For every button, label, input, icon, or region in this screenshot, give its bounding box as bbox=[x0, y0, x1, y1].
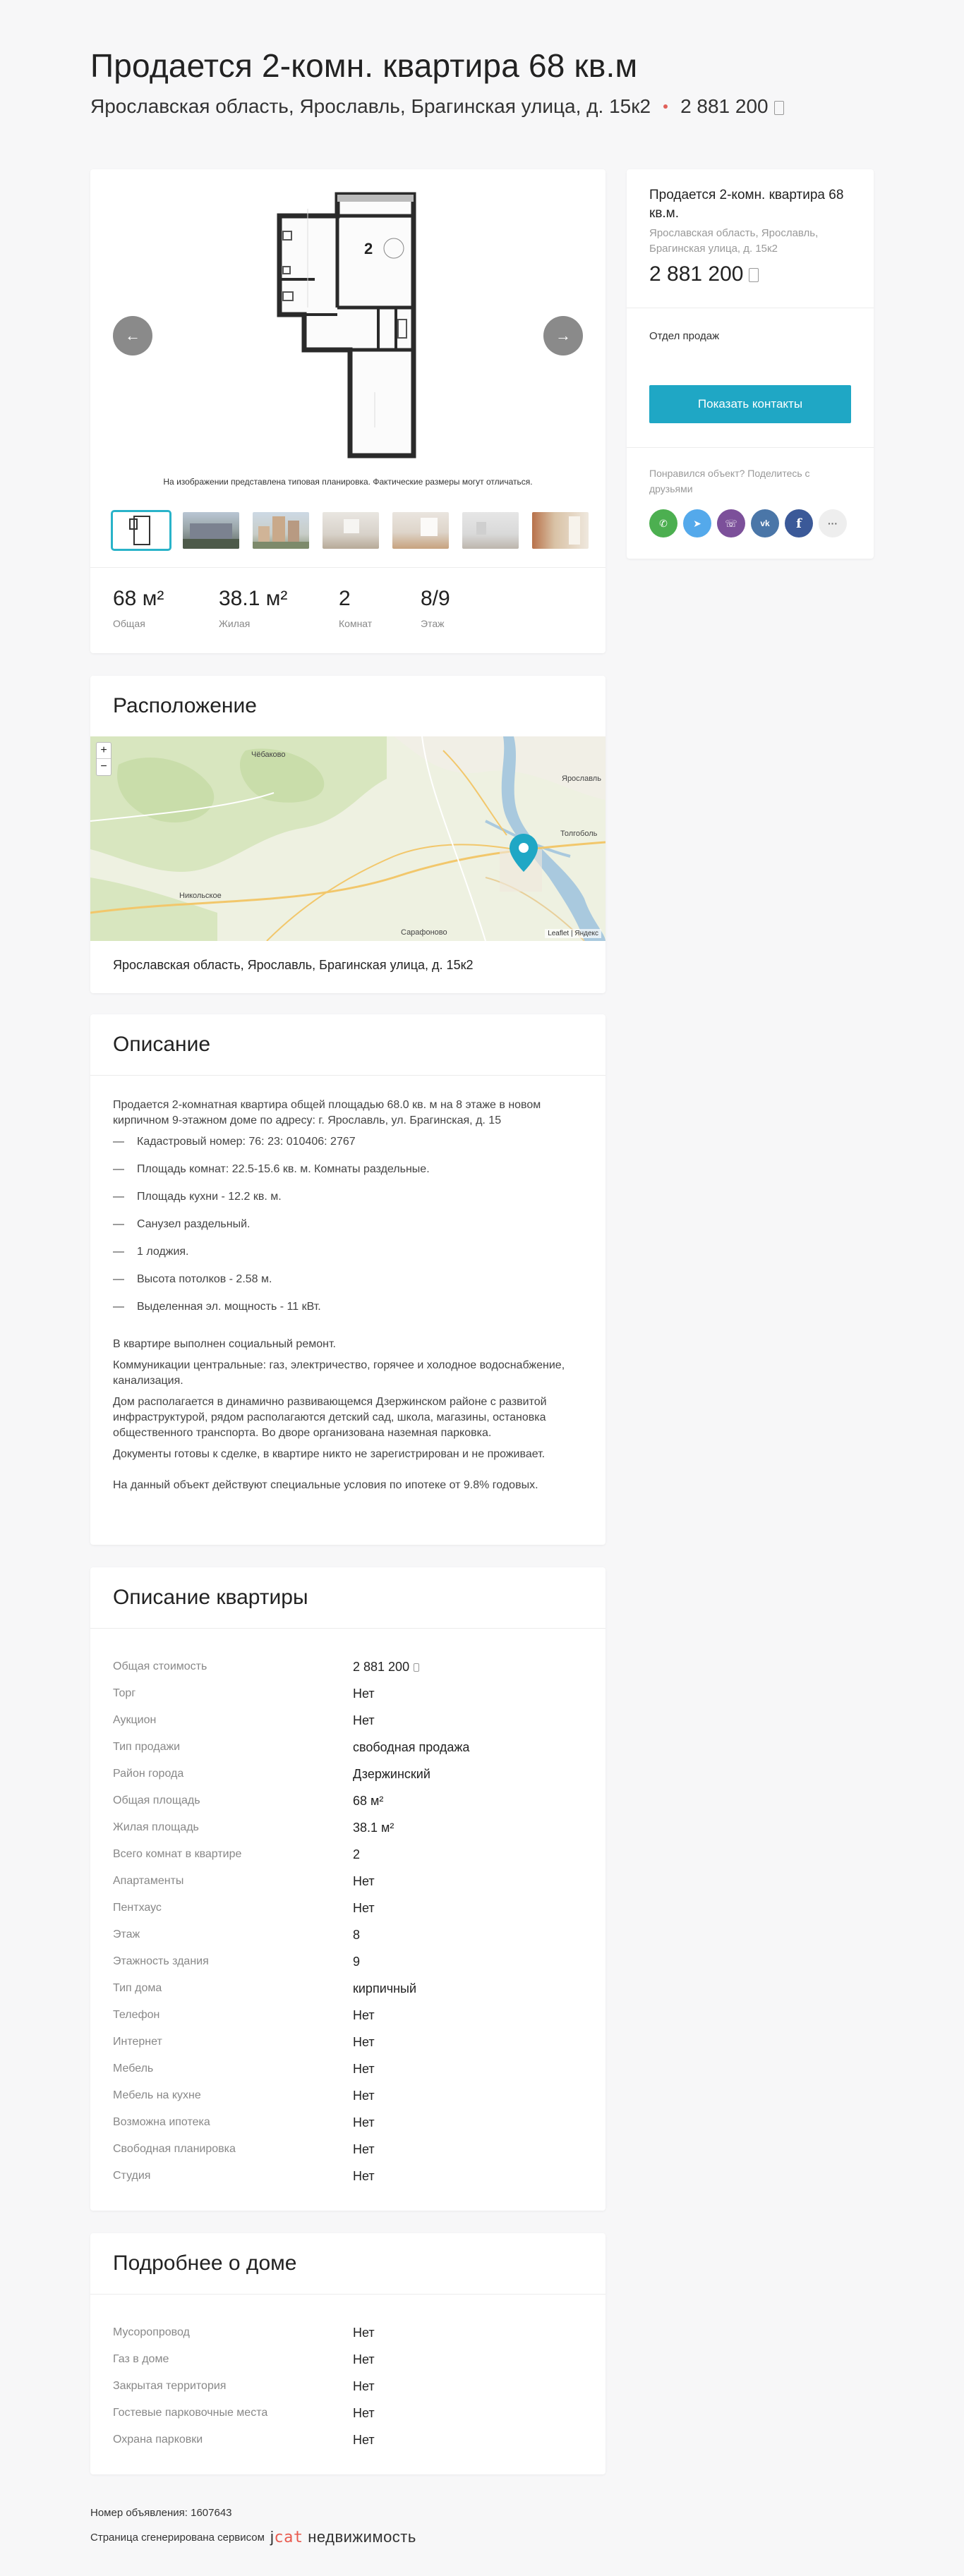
divider bbox=[90, 1075, 605, 1076]
zoom-out-button[interactable]: − bbox=[100, 760, 107, 772]
description-title: Описание bbox=[113, 1033, 211, 1056]
plan-caption: На изображении представлена типовая планировка. Фактические размеры могут отличаться. bbox=[163, 477, 533, 487]
contact-sidebar bbox=[627, 169, 874, 559]
house-details-card bbox=[90, 2233, 605, 2474]
header-price: 2 881 200 bbox=[680, 95, 784, 118]
zoom-in-button[interactable]: + bbox=[97, 743, 111, 759]
description-paragraph: Коммуникации центральные: газ, электричество, горячее и холодное водоснабжение, канализация. bbox=[113, 1359, 565, 1387]
table-row: Жилая площадь 38.1 м² bbox=[113, 1820, 394, 1835]
sidebar-address: Ярославская область, Ярославль, Брагинская улица, д. 15к2 bbox=[649, 227, 819, 255]
table-row: Этаж 8 bbox=[113, 1927, 361, 1942]
description-features bbox=[113, 1134, 572, 1315]
plan-room-number: 2 bbox=[364, 240, 373, 257]
list-item: — Площадь кухни - 12.2 кв. м. bbox=[113, 1189, 572, 1205]
jcat-logo[interactable]: jcat недвижимость bbox=[270, 2528, 416, 2546]
sidebar-title: Продается 2-комн. квартира 68 кв.м. bbox=[649, 188, 844, 221]
map[interactable] bbox=[90, 736, 605, 941]
ruble-icon bbox=[774, 101, 784, 115]
floor-plan-viewer bbox=[90, 169, 605, 497]
specs-table bbox=[113, 1653, 579, 2189]
social-share-buttons bbox=[649, 509, 847, 537]
table-row: Телефон Нет bbox=[113, 2007, 375, 2022]
house-title: Подробнее о доме bbox=[113, 2252, 297, 2275]
page-subtitle bbox=[90, 95, 784, 118]
table-row: Мебель на кухне Нет bbox=[113, 2088, 375, 2103]
arrow-left-icon: ← bbox=[125, 327, 140, 344]
map-attribution[interactable]: Leaflet | Яндекс bbox=[545, 929, 601, 938]
show-contacts-button[interactable]: Показать контакты bbox=[649, 385, 851, 423]
table-row: Тип продажи свободная продажа bbox=[113, 1739, 470, 1754]
prev-photo-button[interactable] bbox=[113, 316, 152, 356]
description-card bbox=[90, 1014, 605, 1545]
table-row: Район города Дзержинский bbox=[113, 1766, 430, 1781]
header-address: Ярославская область, Ярославль, Брагинская улица, д. 15к2 bbox=[90, 95, 651, 117]
page-title: Продается 2-комн. квартира 68 кв.м bbox=[90, 47, 638, 84]
stat-rooms: 2 Комнат bbox=[339, 587, 373, 629]
thumbnail-floor-plan[interactable] bbox=[113, 512, 169, 549]
list-item: — Санузел раздельный. bbox=[113, 1217, 572, 1232]
description-paragraph: На данный объект действуют специальные условия по ипотеке от 9.8% годовых. bbox=[113, 1479, 538, 1491]
specs-title: Описание квартиры bbox=[113, 1586, 308, 1609]
table-row: Тип дома кирпичный bbox=[113, 1981, 417, 1995]
list-item: — Высота потолков - 2.58 м. bbox=[113, 1272, 572, 1287]
thumbnail-room-3[interactable] bbox=[462, 512, 519, 549]
location-card bbox=[90, 676, 605, 993]
table-row: Общая площадь 68 м² bbox=[113, 1793, 384, 1808]
divider bbox=[90, 567, 605, 568]
list-item: — Выделенная эл. мощность - 11 кВт. bbox=[113, 1299, 572, 1315]
viber-icon[interactable]: ☏ bbox=[717, 509, 745, 537]
description-paragraph: Дом располагается в динамично развивающемся Дзержинском районе с развитой инфраструктурой, рядом располагаются детский сад, школа, магазины, остановка общественного транспорта. Во дворе организована наземная парковка. bbox=[113, 1396, 547, 1439]
separator-dot bbox=[663, 104, 668, 109]
listing-number: Номер объявления: 1607643 bbox=[90, 2507, 232, 2519]
more-icon[interactable]: ··· bbox=[819, 509, 847, 537]
sidebar-price: 2 881 200 bbox=[649, 262, 759, 286]
map-zoom-control bbox=[96, 742, 112, 776]
whatsapp-icon[interactable]: ✆ bbox=[649, 509, 677, 537]
gallery-card bbox=[90, 169, 605, 653]
table-row: Мебель Нет bbox=[113, 2061, 375, 2076]
table-row: Возможна ипотека Нет bbox=[113, 2115, 375, 2130]
table-row: Апартаменты Нет bbox=[113, 1873, 375, 1888]
location-title: Расположение bbox=[113, 694, 257, 717]
description-paragraph: В квартире выполнен социальный ремонт. bbox=[113, 1338, 336, 1350]
thumbnail-strip bbox=[113, 512, 589, 549]
table-row: Этажность здания 9 bbox=[113, 1954, 361, 1969]
ruble-icon bbox=[414, 1663, 419, 1672]
table-row: Газ в доме Нет bbox=[113, 2352, 375, 2367]
table-row: Пентхаус Нет bbox=[113, 1900, 375, 1915]
table-row: Мусоропровод Нет bbox=[113, 2325, 375, 2340]
department-label: Отдел продаж bbox=[649, 330, 720, 342]
floor-plan-image bbox=[272, 188, 423, 471]
facebook-icon[interactable]: f bbox=[785, 509, 813, 537]
ruble-icon bbox=[749, 268, 759, 282]
key-stats bbox=[113, 587, 505, 629]
map-label: Никольское bbox=[179, 892, 222, 900]
stat-floor: 8/9 Этаж bbox=[421, 587, 450, 629]
table-row: Закрытая территория Нет bbox=[113, 2378, 375, 2393]
vk-icon[interactable]: vk bbox=[751, 509, 779, 537]
table-row: Всего комнат в квартире 2 bbox=[113, 1847, 361, 1861]
table-row: Гостевые парковочные места Нет bbox=[113, 2405, 375, 2420]
table-row: Торг Нет bbox=[113, 1686, 375, 1701]
description-paragraph: Документы готовы к сделке, в квартире никто не зарегистрирован и не проживает. bbox=[113, 1448, 546, 1460]
table-row: Охрана парковки Нет bbox=[113, 2432, 375, 2447]
table-row: Аукцион Нет bbox=[113, 1713, 375, 1727]
location-address: Ярославская область, Ярославль, Брагинская улица, д. 15к2 bbox=[113, 958, 474, 972]
apartment-specs-card bbox=[90, 1567, 605, 2211]
thumbnail-room-2[interactable] bbox=[392, 512, 449, 549]
map-label: Чёбаково bbox=[251, 751, 286, 759]
list-item: — Площадь комнат: 22.5-15.6 кв. м. Комнаты раздельные. bbox=[113, 1162, 572, 1177]
stat-living-area: 38.1 м² Жилая bbox=[219, 587, 288, 629]
list-item: — 1 лоджия. bbox=[113, 1244, 572, 1260]
divider bbox=[90, 2294, 605, 2295]
map-label: Сарафоново bbox=[401, 928, 447, 937]
list-item: — Кадастровый номер: 76: 23: 010406: 2767 bbox=[113, 1134, 572, 1150]
map-label: Толгоболь bbox=[560, 830, 598, 838]
generated-by-text: Страница сгенерирована сервисом bbox=[90, 2531, 265, 2544]
share-prompt: Понравился объект? Поделитесь с друзьями bbox=[649, 468, 810, 494]
thumbnail-building-exterior[interactable] bbox=[183, 512, 239, 549]
thumbnail-room-4[interactable] bbox=[532, 512, 589, 549]
thumbnail-building-view[interactable] bbox=[253, 512, 309, 549]
divider bbox=[627, 447, 874, 448]
table-row: Интернет Нет bbox=[113, 2034, 375, 2049]
footer-generated bbox=[90, 2528, 416, 2546]
thumbnail-room-1[interactable] bbox=[323, 512, 379, 549]
stat-total-area: 68 м² Общая bbox=[113, 587, 164, 629]
description-body bbox=[113, 1098, 572, 1499]
telegram-icon[interactable]: ➤ bbox=[683, 509, 711, 537]
description-intro: Продается 2-комнатная квартира общей площадью 68.0 кв. м на 8 этаже в новом кирпичном 9-этажном доме по адресу: г. Ярославль, ул. Брагинская, д. 15 bbox=[113, 1099, 541, 1126]
divider bbox=[90, 1628, 605, 1629]
arrow-right-icon: → bbox=[555, 327, 571, 344]
map-marker-icon[interactable] bbox=[510, 834, 538, 872]
table-row: Свободная планировка Нет bbox=[113, 2141, 375, 2156]
house-table bbox=[113, 2319, 579, 2453]
next-photo-button[interactable] bbox=[543, 316, 583, 356]
map-label: Ярославль bbox=[562, 774, 601, 783]
table-row: Общая стоимость 2 881 200 bbox=[113, 1653, 579, 1680]
table-row: Студия Нет bbox=[113, 2168, 375, 2183]
